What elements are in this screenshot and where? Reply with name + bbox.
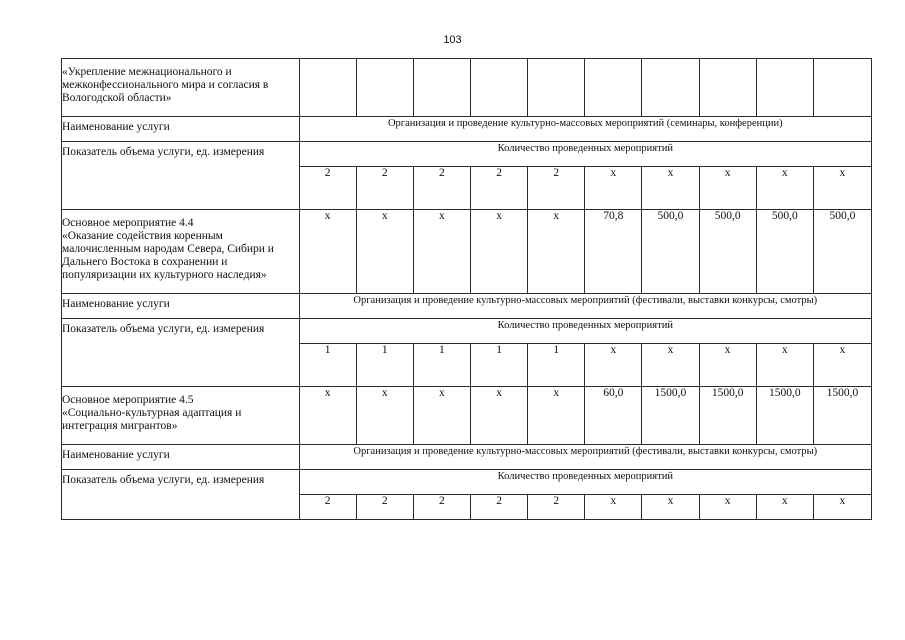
table-cell: [471, 59, 528, 117]
indicator-value: Количество проведенных мероприятий: [299, 142, 871, 167]
table-row: [62, 142, 872, 167]
service-label: Наименование услуги: [62, 294, 300, 319]
count-cell: х: [813, 495, 871, 520]
count-cell: х: [756, 495, 813, 520]
funding-cell: 500,0: [756, 210, 813, 294]
count-cell: 2: [299, 495, 356, 520]
activity-name: «Оказание содействия коренным малочисленным народам Севера, Сибири и Дальнего Востока в сохранении и популяризации их культурного наследия»: [62, 230, 274, 281]
funding-cell: 1500,0: [699, 387, 756, 445]
program-table: [61, 58, 872, 520]
table-row: [62, 387, 872, 445]
count-cell: 2: [356, 495, 413, 520]
table-cell: [699, 59, 756, 117]
count-cell: 1: [413, 344, 470, 387]
service-label: Наименование услуги: [62, 445, 300, 470]
activity-number: Основное мероприятие 4.4: [62, 217, 194, 229]
funding-cell: х: [356, 210, 413, 294]
funding-cell: 500,0: [699, 210, 756, 294]
indicator-label: Показатель объема услуги, ед. измерения: [62, 470, 300, 520]
count-cell: х: [813, 167, 871, 210]
table-cell: [585, 59, 642, 117]
funding-cell: 500,0: [813, 210, 871, 294]
table-cell: [642, 59, 699, 117]
funding-cell: х: [471, 387, 528, 445]
table-cell: [756, 59, 813, 117]
funding-cell: х: [299, 387, 356, 445]
funding-cell: х: [413, 210, 470, 294]
count-cell: 2: [471, 167, 528, 210]
funding-cell: 70,8: [585, 210, 642, 294]
funding-cell: х: [299, 210, 356, 294]
count-cell: х: [642, 344, 699, 387]
table-row: [62, 319, 872, 344]
indicator-value: Количество проведенных мероприятий: [299, 319, 871, 344]
count-cell: х: [642, 167, 699, 210]
table-row: [62, 210, 872, 294]
funding-cell: 60,0: [585, 387, 642, 445]
table-row: [62, 470, 872, 495]
indicator-label: Показатель объема услуги, ед. измерения: [62, 142, 300, 210]
count-cell: х: [699, 167, 756, 210]
count-cell: х: [585, 495, 642, 520]
count-cell: х: [642, 495, 699, 520]
count-cell: х: [813, 344, 871, 387]
count-cell: 2: [471, 495, 528, 520]
count-cell: 2: [299, 167, 356, 210]
service-label: Наименование услуги: [62, 117, 300, 142]
indicator-value: Количество проведенных мероприятий: [299, 470, 871, 495]
count-cell: 1: [528, 344, 585, 387]
count-cell: 1: [299, 344, 356, 387]
count-cell: 2: [413, 495, 470, 520]
page-number: 103: [443, 34, 462, 46]
service-value: Организация и проведение культурно-массовых мероприятий (фестивали, выставки конкурсы, смотры): [299, 445, 871, 470]
table-row: [62, 117, 872, 142]
service-value: Организация и проведение культурно-массовых мероприятий (семинары, конференции): [299, 117, 871, 142]
count-cell: 1: [471, 344, 528, 387]
count-cell: 1: [356, 344, 413, 387]
table-cell: [813, 59, 871, 117]
count-cell: 2: [528, 495, 585, 520]
table-cell: [413, 59, 470, 117]
count-cell: 2: [413, 167, 470, 210]
table-cell: [528, 59, 585, 117]
count-cell: х: [585, 344, 642, 387]
activity-name: «Социально-культурная адаптация и интеграция мигрантов»: [62, 407, 242, 432]
funding-cell: 1500,0: [642, 387, 699, 445]
activity-title: [62, 387, 300, 445]
indicator-label: Показатель объема услуги, ед. измерения: [62, 319, 300, 387]
funding-cell: 500,0: [642, 210, 699, 294]
count-cell: х: [756, 167, 813, 210]
funding-cell: х: [413, 387, 470, 445]
funding-cell: 1500,0: [756, 387, 813, 445]
table-row: [62, 59, 872, 117]
table-row: [62, 445, 872, 470]
activity-title: [62, 210, 300, 294]
activity-number: Основное мероприятие 4.5: [62, 394, 194, 406]
funding-cell: х: [528, 387, 585, 445]
table-row: [62, 294, 872, 319]
count-cell: х: [756, 344, 813, 387]
service-value: Организация и проведение культурно-массовых мероприятий (фестивали, выставки конкурсы, смотры): [299, 294, 871, 319]
funding-cell: 1500,0: [813, 387, 871, 445]
count-cell: х: [699, 495, 756, 520]
count-cell: х: [699, 344, 756, 387]
table-cell: [299, 59, 356, 117]
activity-title: «Укрепление межнационального и межконфессионального мира и согласия в Вологодской области»: [62, 59, 300, 117]
funding-cell: х: [528, 210, 585, 294]
funding-cell: х: [471, 210, 528, 294]
funding-cell: х: [356, 387, 413, 445]
table-cell: [356, 59, 413, 117]
count-cell: 2: [528, 167, 585, 210]
count-cell: 2: [356, 167, 413, 210]
count-cell: х: [585, 167, 642, 210]
